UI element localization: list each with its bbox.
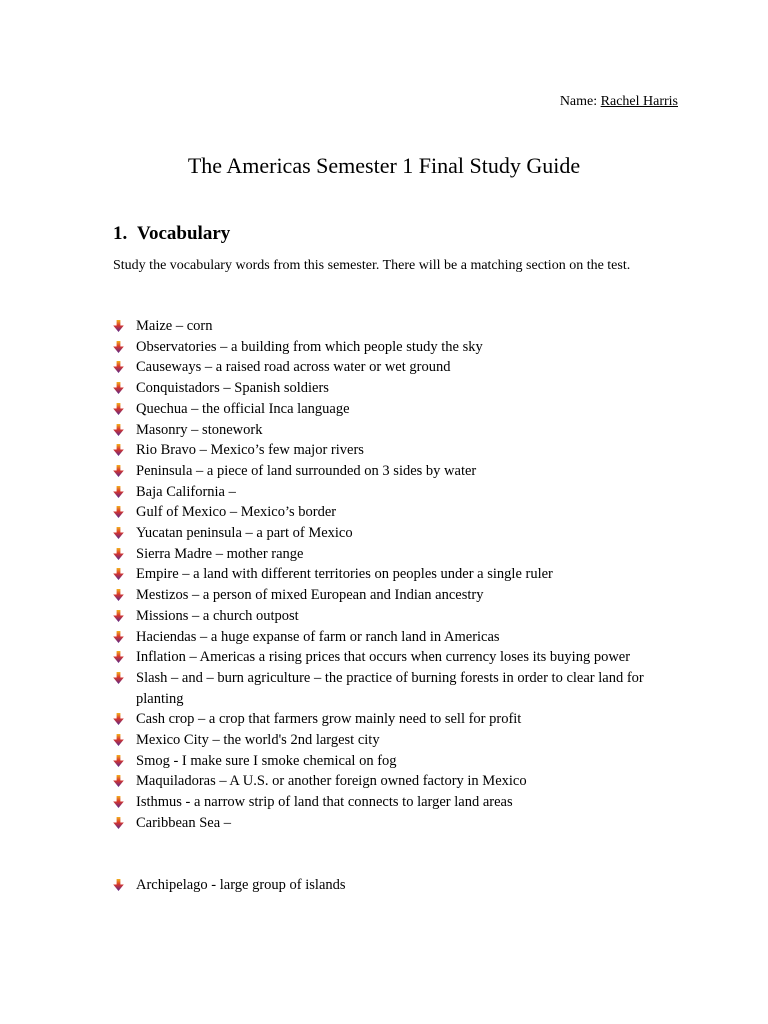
list-item <box>113 316 673 337</box>
vocab-entry-text: Conquistadors – Spanish soldiers <box>136 380 329 397</box>
arrow-down-bullet-icon <box>113 506 124 518</box>
vocabulary-list <box>113 316 673 895</box>
vocab-entry-text: Sierra Madre – mother range <box>136 545 304 562</box>
arrow-down-bullet-icon <box>113 403 124 415</box>
list-item <box>113 461 673 482</box>
arrow-down-bullet-icon <box>113 879 124 891</box>
vocab-entry-text: Archipelago - large group of islands <box>136 876 346 893</box>
vocab-entry-text: Quechua – the official Inca language <box>136 400 350 417</box>
arrow-down-bullet-icon <box>113 424 124 436</box>
list-item <box>113 792 673 813</box>
list-item <box>113 440 673 461</box>
name-label: Name: <box>559 94 598 109</box>
vocab-entry-text: Causeways – a raised road across water or wet ground <box>136 359 451 376</box>
list-item <box>113 668 673 709</box>
list-item <box>113 420 673 441</box>
vocab-entry-text: Peninsula – a piece of land surrounded on 3 sides by water <box>136 462 477 479</box>
student-name-line <box>560 93 678 111</box>
arrow-down-bullet-icon <box>113 320 124 332</box>
vocab-entry-text: Isthmus - a narrow strip of land that connects to larger land areas <box>136 794 513 811</box>
arrow-down-bullet-icon <box>113 444 124 456</box>
list-item <box>113 813 673 834</box>
arrow-down-bullet-icon <box>113 527 124 539</box>
list-item <box>113 399 673 420</box>
vocab-entry-text: Inflation – Americas a rising prices that occurs when currency loses its buying power <box>136 649 631 666</box>
list-item <box>113 709 673 730</box>
list-item <box>113 337 673 358</box>
arrow-down-bullet-icon <box>113 672 124 684</box>
list-item <box>113 378 673 399</box>
vocab-entry-text: Observatories – a building from which people study the sky <box>136 338 483 355</box>
list-item <box>113 875 673 896</box>
vocab-entry-text: Smog - I make sure I smoke chemical on fog <box>136 752 397 769</box>
arrow-down-bullet-icon <box>113 775 124 787</box>
arrow-down-bullet-icon <box>113 486 124 498</box>
vocab-entry-text: Rio Bravo – Mexico’s few major rivers <box>136 442 364 459</box>
arrow-down-bullet-icon <box>113 651 124 663</box>
arrow-down-bullet-icon <box>113 796 124 808</box>
arrow-down-bullet-icon <box>113 589 124 601</box>
list-item <box>113 502 673 523</box>
section-number: 1. <box>113 223 128 244</box>
arrow-down-bullet-icon <box>113 713 124 725</box>
list-item <box>113 585 673 606</box>
list-item <box>113 564 673 585</box>
arrow-down-bullet-icon <box>113 341 124 353</box>
list-item <box>113 647 673 668</box>
document-title: The Americas Semester 1 Final Study Guide <box>187 153 581 178</box>
vocab-entry-text: Maquiladoras – A U.S. or another foreign owned factory in Mexico <box>136 773 527 790</box>
section-title: Vocabulary <box>137 223 231 244</box>
vocab-entry-text: Mestizos – a person of mixed European and Indian ancestry <box>136 587 484 604</box>
arrow-down-bullet-icon <box>113 465 124 477</box>
list-item <box>113 730 673 751</box>
list-item <box>113 544 673 565</box>
list-item <box>113 523 673 544</box>
vocab-entry-text: Masonry – stonework <box>136 421 263 438</box>
section-heading <box>113 221 230 247</box>
arrow-down-bullet-icon <box>113 610 124 622</box>
vocab-entry-text: Baja California – <box>136 483 236 500</box>
vocab-entry-text: Empire – a land with different territories on peoples under a single ruler <box>136 566 553 583</box>
list-item <box>113 751 673 772</box>
list-item <box>113 482 673 503</box>
vocab-entry-text: Cash crop – a crop that farmers grow mainly need to sell for profit <box>136 711 522 728</box>
arrow-down-bullet-icon <box>113 382 124 394</box>
vocab-entry-text: Caribbean Sea – <box>136 814 232 831</box>
list-item <box>113 627 673 648</box>
list-item <box>113 606 673 627</box>
arrow-down-bullet-icon <box>113 817 124 829</box>
list-item <box>113 771 673 792</box>
vocab-entry-text: Maize – corn <box>136 318 213 334</box>
arrow-down-bullet-icon <box>113 734 124 746</box>
arrow-down-bullet-icon <box>113 361 124 373</box>
name-value: Rachel Harris <box>600 94 678 109</box>
vocab-entry-text: Missions – a church outpost <box>136 607 299 624</box>
arrow-down-bullet-icon <box>113 755 124 767</box>
vocab-entry-text: Haciendas – a huge expanse of farm or ranch land in Americas <box>136 628 500 645</box>
section-intro: Study the vocabulary words from this semester. There will be a matching section on the test. <box>113 258 631 273</box>
list-gap <box>113 834 673 875</box>
vocab-entry-text: Yucatan peninsula – a part of Mexico <box>136 525 353 542</box>
vocab-entry-text: Slash – and – burn agriculture – the practice of burning forests in order to clear land for planting <box>136 669 644 707</box>
list-item <box>113 357 673 378</box>
vocab-entry-text: Gulf of Mexico – Mexico’s border <box>136 504 337 521</box>
arrow-down-bullet-icon <box>113 568 124 580</box>
vocab-entry-text: Mexico City – the world's 2nd largest city <box>136 732 380 749</box>
arrow-down-bullet-icon <box>113 548 124 560</box>
arrow-down-bullet-icon <box>113 631 124 643</box>
